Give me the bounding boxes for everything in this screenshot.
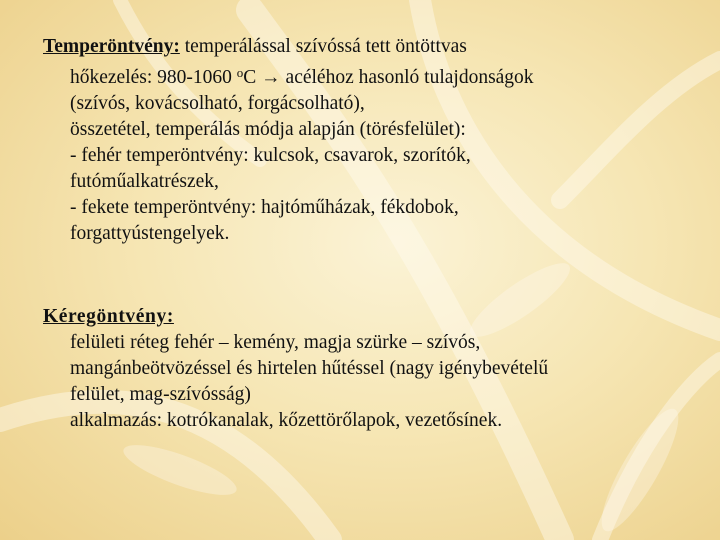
surface-layer-line: felületi réteg fehér – kemény, magja szürke – szívós,: [70, 332, 481, 353]
properties-line: (szívós, kovácsolható, forgácsolható),: [70, 93, 365, 114]
white-tempered-line-cont: futóműalkatrészek,: [70, 171, 219, 192]
tempered-heading-line: [43, 34, 703, 60]
composition-line: összetétel, temperálás módja alapján (törésfelület):: [70, 119, 466, 140]
chill-heading-line: [43, 304, 703, 330]
chill-cast-section: [43, 304, 703, 434]
tempered-cast-iron-section: [43, 34, 703, 247]
tempered-heading: Temperöntvény:: [43, 36, 180, 57]
chill-heading: Kéregöntvény:: [43, 306, 174, 327]
application-line: alkalmazás: kotrókanalak, kőzettörőlapok, vezetősínek.: [70, 410, 503, 431]
white-tempered-line: - fehér temperöntvény: kulcsok, csavarok, szorítók,: [70, 145, 471, 166]
black-tempered-line: - fekete temperöntvény: hajtóműházak, fékdobok,: [70, 197, 459, 218]
toughness-line: felület, mag-szívósság): [70, 384, 251, 405]
degree-mark: o: [236, 65, 244, 80]
heat-treatment-line: [43, 60, 703, 91]
heat-treatment-text: hőkezelés: 980-1060: [70, 67, 237, 88]
black-tempered-line-cont: forgattyústengelyek.: [70, 223, 230, 244]
manganese-line: mangánbeötvözéssel és hirtelen hűtéssel (nagy igénybevételű: [70, 358, 549, 379]
heat-treatment-rest: C → acéléhoz hasonló tulajdonságok: [243, 67, 534, 88]
tempered-intro: temperálással szívóssá tett öntöttvas: [184, 36, 467, 57]
